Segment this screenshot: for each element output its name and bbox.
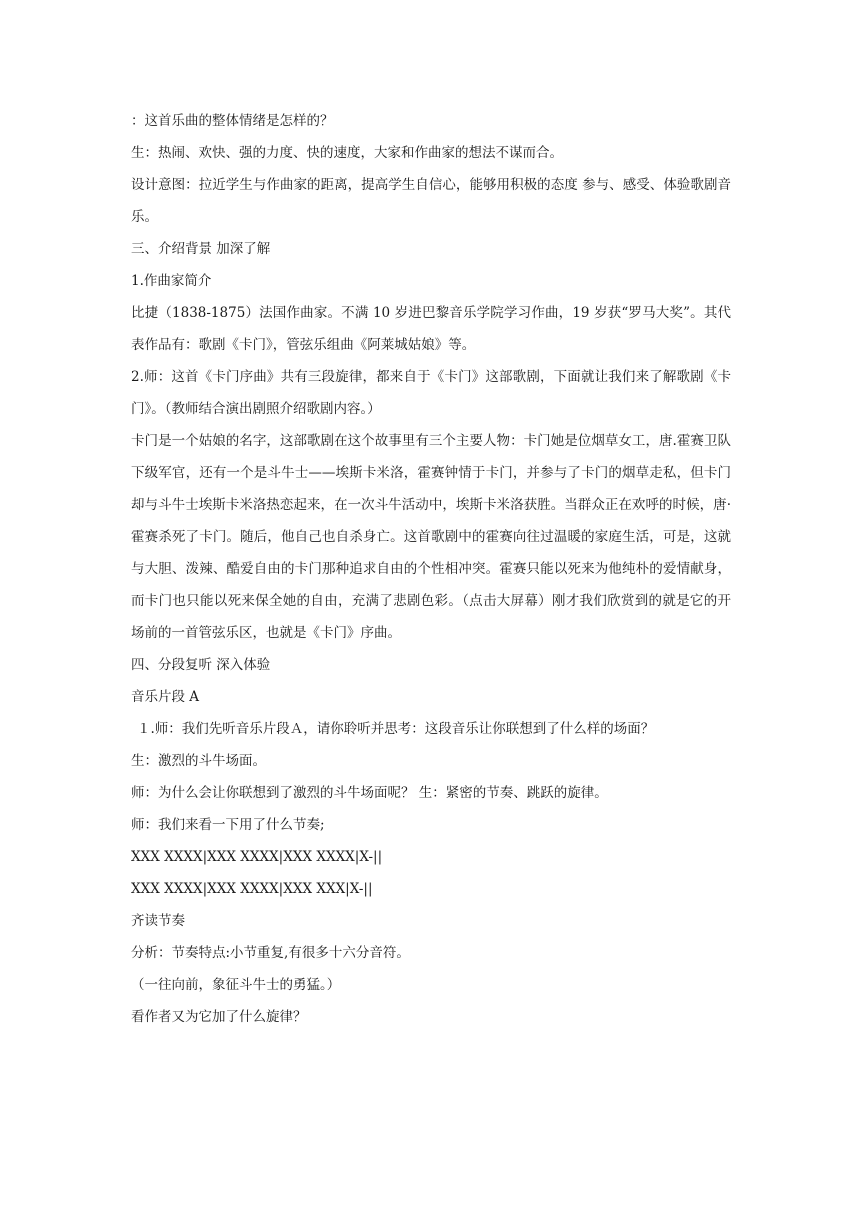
paragraph-student-reply: 生：激烈的斗牛场面。 <box>131 753 266 769</box>
rhythm-line-2: XXX XXXX|XXX XXXX|XXX XXX|X-|| <box>131 881 373 897</box>
document-body <box>131 105 731 1033</box>
paragraph-design-intent: 设计意图：拉近学生与作曲家的距离，提高学生自信心，能够用积极的态度 参与、感受、体验歌剧音乐。 <box>131 177 731 225</box>
paragraph-read-rhythm: 齐读节奏 <box>131 913 185 929</box>
paragraph-composer-bio: 比捷（1838-1875）法国作曲家。不满 10 岁进巴黎音乐学院学习作曲，19 岁获“罗马大奖”。其代表作品有：歌剧《卡门》，管弦乐组曲《阿莱城姑娘》等。 <box>131 305 731 353</box>
paragraph-opera-intro: 2.师：这首《卡门序曲》共有三段旋律，都来自于《卡门》这部歌剧，下面就让我们来了解歌剧《卡门》。（教师结合演出剧照介绍歌剧内容。） <box>131 369 731 417</box>
rhythm-line-1: XXX XXXX|XXX XXXX|XXX XXXX|X-|| <box>131 849 383 865</box>
section-heading-background: 三、介绍背景 加深了解 <box>131 241 271 257</box>
paragraph-teacher-question: 师：为什么会让你联想到了激烈的斗牛场面呢？ 生：紧密的节奏、跳跃的旋律。 <box>131 785 608 801</box>
paragraph-opera-story: 卡门是一个姑娘的名字，这部歌剧在这个故事里有三个主要人物：卡门她是位烟草女工，唐.霍赛卫队下级军官，还有一个是斗牛士——埃斯卡米洛，霍赛钟情于卡门，并参与了卡门的烟草走私，但卡门却与斗牛士埃斯卡米洛热恋起来，在一次斗牛活动中，埃斯卡米洛获胜。当群众正在欢呼的时候，唐·霍赛杀死了卡门。随后，他自己也自杀身亡。这首歌剧中的霍赛向往过温暖的家庭生活，可是，这就与大胆、泼辣、酷爱自由的卡门那种追求自由的个性相冲突。霍赛只能以死来为他纯朴的爱情献身，而卡门也只能以死来保全她的自由，充满了悲剧色彩。（点击大屏幕）刚才我们欣赏到的就是它的开场前的一首管弦乐区，也就是《卡门》序曲。 <box>131 433 731 641</box>
paragraph-analysis: 分析：节奏特点:小节重复,有很多十六分音符。 <box>131 945 410 961</box>
paragraph-melody-question: 看作者又为它加了什么旋律？ <box>131 1009 307 1025</box>
paragraph-question: ：这首乐曲的整体情绪是怎样的？ <box>131 113 334 129</box>
paragraph-rhythm-intro: 师：我们来看一下用了什么节奏; <box>131 817 325 833</box>
subheading-composer-intro: 1.作曲家简介 <box>131 273 212 289</box>
paragraph-teacher-prompt: １.师：我们先听音乐片段Ａ，请你聆听并思考：这段音乐让你联想到了什么样的场面？ <box>137 721 655 737</box>
section-heading-listening: 四、分段复听 深入体验 <box>131 657 271 673</box>
paragraph-analysis-note: （一往向前，象征斗牛士的勇猛。） <box>131 977 341 993</box>
paragraph-student-answer: 生：热闹、欢快、强的力度、快的速度，大家和作曲家的想法不谋而合。 <box>131 145 563 161</box>
subheading-segment-a: 音乐片段 A <box>131 689 200 705</box>
